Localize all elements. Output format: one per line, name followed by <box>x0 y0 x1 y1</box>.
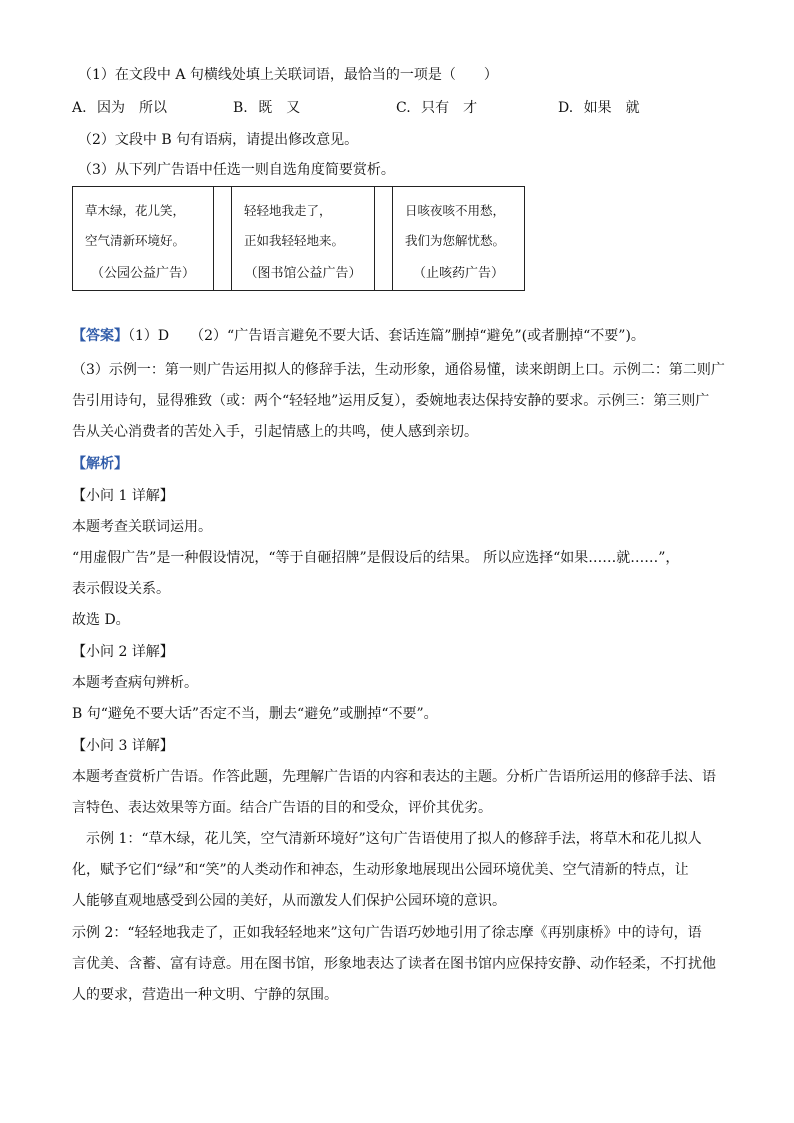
option-d-label: D. <box>558 100 574 116</box>
sub1-line: “用虚假广告”是一种假设情况，“等于自砸招牌”是假设后的结果。 所以应选择“如果……就……”， <box>72 550 680 566</box>
ads-table <box>72 186 525 291</box>
sub1-line: 本题考查关联词运用。 <box>72 519 212 535</box>
sub3-title: 【小问 3 详解】 <box>72 738 174 754</box>
question-3: （3）从下列广告语中任选一则自选角度简要赏析。 <box>78 162 395 178</box>
answer-line-1 <box>72 327 645 345</box>
question-2: （2）文段中 B 句有语病，请提出修改意见。 <box>78 132 359 148</box>
answer-line-3: 告引用诗句，显得雅致（或：两个“轻轻地”运用反复），委婉地表达保持安静的要求。示例三：第三则广 <box>72 393 710 409</box>
ad-park-line1: 草木绿，花儿笑， <box>85 203 186 218</box>
sub3-line: 人能够直观地感受到公园的美好，从而激发人们保护公园环境的意识。 <box>72 893 506 909</box>
answer-line-2: （3）示例一：第一则广告运用拟人的修辞手法，生动形象，通俗易懂，读来朗朗上口。示例二：第二则广 <box>72 362 725 378</box>
option-a-label: A. <box>72 100 87 116</box>
ad-park-source: （公园公益广告） <box>90 266 195 281</box>
ad-library-line1: 轻轻地我走了， <box>244 203 332 218</box>
option-b-label: B. <box>233 100 248 116</box>
ad-cell-medicine <box>393 187 525 291</box>
sub3-line: 示例 1：“草木绿，花儿笑，空气清新环境好”这句广告语使用了拟人的修辞手法，将草木和花儿拟人 <box>72 831 702 847</box>
option-d <box>558 99 640 117</box>
sub3-line: 人的要求，营造出一种文明、宁静的氛围。 <box>72 987 338 1003</box>
answer-text-1: （1）D （2）“广告语言避免不要大话、套话连篇”删掉“避免”(或者删掉“不要”)。 <box>128 328 645 344</box>
option-b-text: 既 又 <box>258 100 301 116</box>
sub2-line: B 句“避免不要大话”否定不当，删去“避免”或删掉“不要”。 <box>72 706 438 722</box>
ad-park-line2: 空气清新环境好。 <box>85 233 186 248</box>
option-c-label: C. <box>396 100 411 116</box>
sub1-title: 【小问 1 详解】 <box>72 488 174 504</box>
option-c <box>396 99 477 117</box>
ad-medicine-source: （止咳药广告） <box>412 266 504 281</box>
ad-medicine-line1: 日咳夜咳不用愁， <box>405 203 506 218</box>
ad-medicine-line2: 我们为您解忧愁。 <box>405 233 506 248</box>
sub3-line: 言优美、含蓄、富有诗意。用在图书馆，形象地表达了读者在图书馆内应保持安静、动作轻柔，不打扰他 <box>72 956 716 972</box>
option-a-text: 因为 所以 <box>97 100 168 116</box>
sub3-line: 化，赋予它们“绿”和“笑”的人类动作和神态，生动形象地展现出公园环境优美、空气清新的特点，让 <box>72 862 689 878</box>
ad-library-source: （图书馆公益广告） <box>244 266 362 281</box>
sub2-line: 本题考查病句辨析。 <box>72 675 198 691</box>
sub2-title: 【小问 2 详解】 <box>72 644 174 660</box>
ad-cell-library <box>232 187 375 291</box>
ad-library-line2: 正如我轻轻地来。 <box>244 233 345 248</box>
sub3-line: 言特色、表达效果等方面。结合广告语的目的和受众，评价其优劣。 <box>72 800 492 816</box>
sub3-line: 示例 2：“轻轻地我走了，正如我轻轻地来”这句广告语巧妙地引用了徐志摩《再别康桥》中的诗句，语 <box>72 925 702 941</box>
question-1: （1）在文段中 A 句横线处填上关联词语，最恰当的一项是（ ） <box>78 67 498 83</box>
option-d-text: 如果 就 <box>583 100 640 116</box>
sub1-line: 故选 D。 <box>72 612 130 628</box>
option-c-text: 只有 才 <box>421 100 478 116</box>
answer-line-4: 告从关心消费者的苦处入手，引起情感上的共鸣，使人感到亲切。 <box>72 424 478 440</box>
table-spacer <box>375 187 393 291</box>
ad-cell-park <box>73 187 214 291</box>
answer-tag: 【答案】 <box>72 328 128 344</box>
option-b <box>233 99 300 117</box>
option-a <box>72 99 167 117</box>
sub1-line: 表示假设关系。 <box>72 581 170 597</box>
table-spacer <box>214 187 232 291</box>
sub3-line: 本题考查赏析广告语。作答此题，先理解广告语的内容和表达的主题。分析广告语所运用的修辞手法、语 <box>72 769 716 785</box>
analysis-tag: 【解析】 <box>72 456 128 472</box>
